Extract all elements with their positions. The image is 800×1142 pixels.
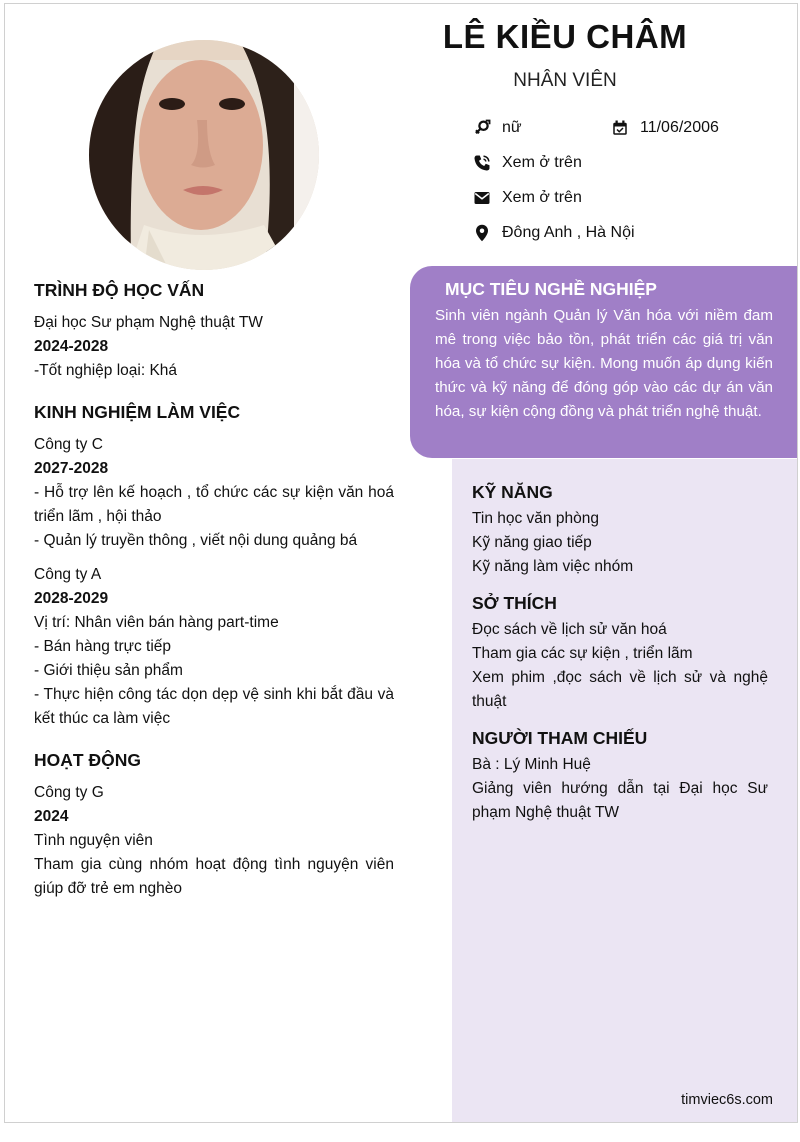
skill-item: Tin học văn phòng — [472, 510, 599, 527]
activity-role: Tình nguyện viên — [34, 832, 153, 849]
calendar-icon — [611, 119, 629, 137]
hobbies-list — [472, 618, 768, 714]
objective-title: MỤC TIÊU NGHỀ NGHIỆP — [445, 279, 657, 299]
job-duty: - Thực hiện công tác dọn dẹp vệ sinh khi bắt đầu và kết thúc ca làm việc — [34, 686, 394, 727]
references-section — [472, 753, 768, 825]
address-row — [473, 224, 635, 242]
skills-title: KỸ NĂNG — [472, 482, 553, 502]
experience-job-1 — [34, 433, 394, 553]
hobby-item: Tham gia các sự kiện , triển lãm — [472, 645, 693, 662]
job-duty: - Quản lý truyền thông , viết nội dung quảng bá — [34, 532, 358, 549]
phone-value: Xem ở trên — [502, 154, 582, 171]
birthday-value: 11/06/2006 — [640, 119, 719, 136]
experience-job-2 — [34, 563, 394, 731]
hobby-item: Xem phim ,đọc sách về lịch sử và nghệ thuật — [472, 669, 768, 710]
job-company: Công ty A — [34, 566, 102, 583]
profile-photo — [89, 40, 319, 270]
job-duty: Vị trí: Nhân viên bán hàng part-time — [34, 614, 279, 631]
email-row — [473, 189, 582, 207]
education-note: -Tốt nghiệp loại: Khá — [34, 362, 178, 379]
job-duty: - Hỗ trợ lên kế hoạch , tổ chức các sự kiện văn hoá triển lãm , hội thảo — [34, 484, 394, 525]
skill-item: Kỹ năng làm việc nhóm — [472, 558, 634, 575]
email-value: Xem ở trên — [502, 189, 582, 206]
hobby-item: Đọc sách về lịch sử văn hoá — [472, 621, 667, 638]
job-years: 2027-2028 — [34, 460, 109, 477]
gender-value: nữ — [502, 119, 522, 136]
reference-desc: Giảng viên hướng dẫn tại Đại học Sư phạm Nghệ thuật TW — [472, 780, 768, 821]
location-icon — [473, 224, 491, 242]
education-title: TRÌNH ĐỘ HỌC VẤN — [34, 280, 205, 300]
references-title: NGƯỜI THAM CHIẾU — [472, 728, 648, 748]
cv-page — [4, 3, 798, 1123]
skill-item: Kỹ năng giao tiếp — [472, 534, 592, 551]
experience-title: KINH NGHIỆM LÀM VIỆC — [34, 402, 241, 422]
gender-row — [473, 119, 522, 137]
hobbies-title: SỞ THÍCH — [472, 593, 557, 613]
job-years: 2028-2029 — [34, 590, 109, 607]
phone-icon — [473, 154, 491, 172]
job-duty: - Giới thiệu sản phẩm — [34, 662, 183, 679]
activities-title: HOẠT ĐỘNG — [34, 750, 141, 770]
skills-list — [472, 507, 768, 579]
activity-year: 2024 — [34, 808, 69, 825]
address-value: Đông Anh , Hà Nội — [502, 224, 635, 241]
gender-icon — [473, 119, 491, 137]
activity-desc: Tham gia cùng nhóm hoạt động tình nguyện viên giúp đỡ trẻ em nghèo — [34, 856, 394, 897]
phone-row — [473, 154, 582, 172]
candidate-name: LÊ KIỀU CHÂM — [442, 18, 688, 55]
job-duty: - Bán hàng trực tiếp — [34, 638, 172, 655]
career-objective-box — [410, 266, 798, 458]
email-icon — [473, 189, 491, 207]
footer-site[interactable]: timviec6s.com — [681, 1092, 773, 1108]
education-school: Đại học Sư phạm Nghệ thuật TW — [34, 314, 263, 331]
job-company: Công ty C — [34, 436, 103, 453]
birthday-row — [611, 119, 719, 137]
activity-company: Công ty G — [34, 784, 104, 801]
education-years: 2024-2028 — [34, 338, 109, 355]
activities-section — [34, 781, 394, 901]
objective-text: Sinh viên ngành Quản lý Văn hóa với niềm đam mê trong việc bảo tồn, phát triển các giá trị văn hóa và tổ chức sự kiện. Mong muốn áp dụng kiến thức và kỹ năng để đóng góp vào các dự án văn hóa, sự kiện cộng đồng và phát triển nghệ thuật. — [435, 307, 773, 420]
candidate-position: NHÂN VIÊN — [513, 70, 617, 91]
education-section — [34, 311, 394, 383]
reference-name: Bà : Lý Minh Huệ — [472, 756, 591, 773]
